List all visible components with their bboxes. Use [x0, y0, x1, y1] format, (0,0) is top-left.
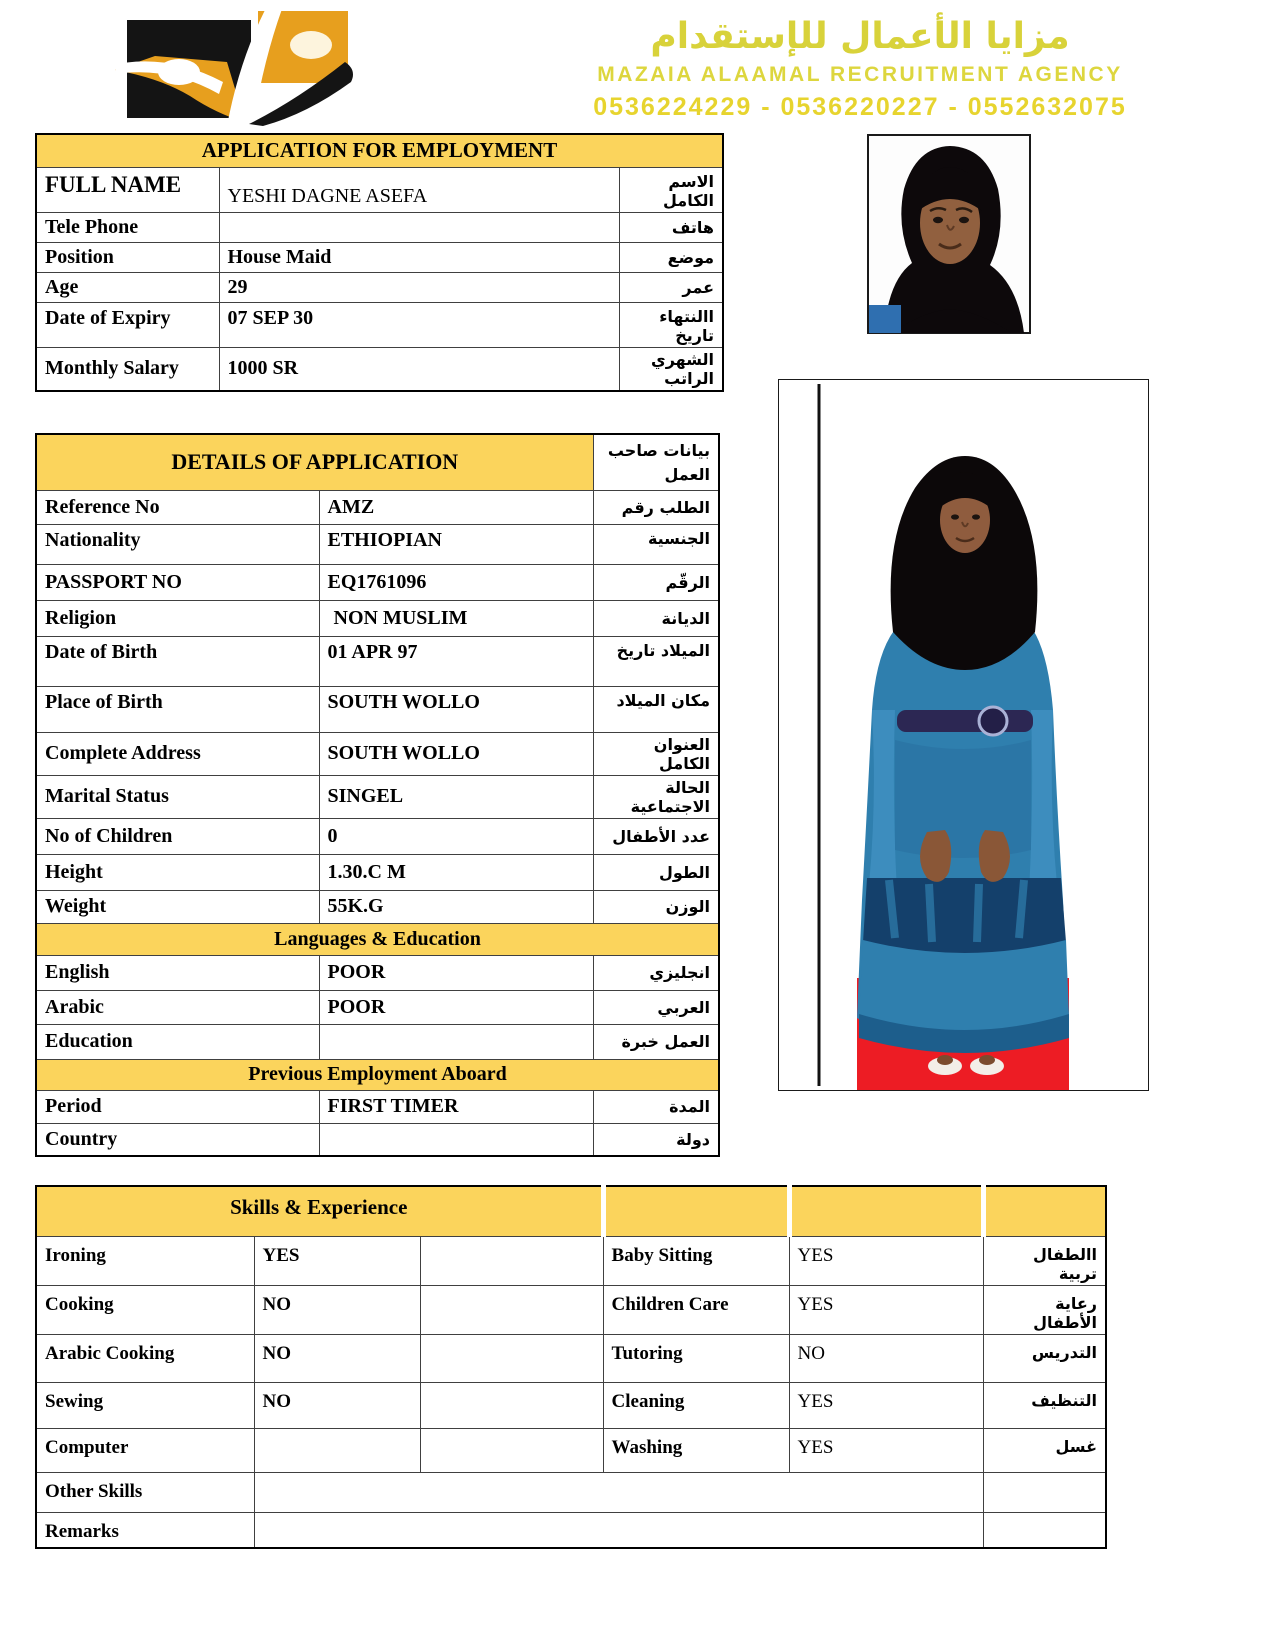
skill-label-arabic: غسل — [983, 1428, 1106, 1472]
applicant-headshot-photo — [826, 131, 1032, 337]
field-label-arabic: االنتهاء تاريخ — [619, 302, 723, 347]
field-label-arabic: هاتف — [619, 212, 723, 242]
agency-header — [500, 14, 1220, 124]
field-label-arabic: الجنسية — [593, 524, 719, 564]
field-label: Date of Expiry — [36, 302, 219, 347]
field-label: Country — [36, 1123, 319, 1156]
skill-value: YES — [789, 1236, 983, 1285]
skill-label: Tutoring — [603, 1334, 789, 1382]
field-value: 07 SEP 30 — [219, 302, 619, 347]
field-value: POOR — [319, 955, 593, 990]
field-label-arabic: الميلاد تاريخ — [593, 636, 719, 686]
skill-label: Computer — [36, 1428, 254, 1472]
field-value: 01 APR 97 — [319, 636, 593, 686]
field-label: English — [36, 955, 319, 990]
section-header-row — [36, 1059, 719, 1090]
agency-name-arabic: مزايا الأعمال للإستقدام — [650, 16, 1070, 57]
field-label: Weight — [36, 890, 319, 923]
table-row — [36, 775, 719, 818]
skill-value: NO — [254, 1285, 420, 1334]
skill-value — [254, 1428, 420, 1472]
field-label-arabic: انجليزي — [593, 955, 719, 990]
field-value: SOUTH WOLLO — [319, 686, 593, 732]
field-label-arabic: المدة — [593, 1090, 719, 1123]
agency-logo-icon — [115, 4, 360, 126]
table-row — [36, 955, 719, 990]
table-row — [36, 302, 723, 347]
skills-table — [35, 1185, 1107, 1549]
languages-section-title: Languages & Education — [36, 923, 719, 955]
table-row — [36, 1123, 719, 1156]
table-row — [36, 1024, 719, 1059]
skill-label: Sewing — [36, 1382, 254, 1428]
skill-label: Cooking — [36, 1285, 254, 1334]
empty-cell — [420, 1285, 603, 1334]
field-label: FULL NAME — [36, 167, 219, 212]
field-value: EQ1761096 — [319, 564, 593, 600]
table-row — [36, 1472, 1106, 1512]
applicant-fullbody-photo — [778, 379, 1149, 1091]
field-label: PASSPORT NO — [36, 564, 319, 600]
agency-name-english: MAZAIA ALAAMAL RECRUITMENT AGENCY — [597, 63, 1123, 86]
field-label: Monthly Salary — [36, 347, 219, 391]
field-value — [319, 1024, 593, 1059]
field-value: POOR — [319, 990, 593, 1024]
skill-value: YES — [254, 1236, 420, 1285]
table-row — [36, 167, 723, 212]
field-value: ETHIOPIAN — [319, 524, 593, 564]
table-row — [36, 600, 719, 636]
field-label: Education — [36, 1024, 319, 1059]
field-value: FIRST TIMER — [319, 1090, 593, 1123]
skill-label-arabic: التدريس — [983, 1334, 1106, 1382]
field-label-arabic: الطلب رقم — [593, 490, 719, 524]
field-value: AMZ — [319, 490, 593, 524]
skill-label: Baby Sitting — [603, 1236, 789, 1285]
table-row — [36, 732, 719, 775]
table-row — [36, 1512, 1106, 1548]
field-label-arabic: الحالة الاجتماعية — [593, 775, 719, 818]
empty-cell — [420, 1382, 603, 1428]
field-label-arabic: الاسم الكامل — [619, 167, 723, 212]
details-table-title: DETAILS OF APPLICATION — [36, 434, 593, 490]
details-table — [35, 433, 720, 1157]
empty-cell — [420, 1334, 603, 1382]
field-label: Complete Address — [36, 732, 319, 775]
field-label-arabic: دولة — [593, 1123, 719, 1156]
remarks-value — [254, 1512, 983, 1548]
field-label: No of Children — [36, 818, 319, 854]
table-header-row — [36, 134, 723, 167]
empty-cell — [983, 1472, 1106, 1512]
table-row — [36, 242, 723, 272]
field-label-arabic: عمر — [619, 272, 723, 302]
header-cell-empty — [983, 1186, 1106, 1236]
previous-employment-title: Previous Employment Aboard — [36, 1059, 719, 1090]
employment-table — [35, 133, 724, 392]
field-label-arabic: عدد الأطفال — [593, 818, 719, 854]
table-row — [36, 1285, 1106, 1334]
field-value: 55K.G — [319, 890, 593, 923]
table-row — [36, 524, 719, 564]
field-value: 1.30.C M — [319, 854, 593, 890]
field-label-arabic: العمل خبرة — [593, 1024, 719, 1059]
field-label: Age — [36, 272, 219, 302]
table-row — [36, 686, 719, 732]
header-cell-empty — [789, 1186, 983, 1236]
skill-label: Ironing — [36, 1236, 254, 1285]
field-label-arabic: العربي — [593, 990, 719, 1024]
skill-label: Arabic Cooking — [36, 1334, 254, 1382]
section-header-row — [36, 923, 719, 955]
table-row — [36, 1382, 1106, 1428]
details-table-title-arabic: بيانات صاحب العمل — [593, 434, 719, 490]
empty-cell — [420, 1236, 603, 1285]
skill-label: Children Care — [603, 1285, 789, 1334]
other-skills-label: Other Skills — [36, 1472, 254, 1512]
table-row — [36, 1428, 1106, 1472]
empty-cell — [983, 1512, 1106, 1548]
table-row — [36, 854, 719, 890]
field-label-arabic: الديانة — [593, 600, 719, 636]
skill-value: NO — [789, 1334, 983, 1382]
skill-label-arabic: التنظيف — [983, 1382, 1106, 1428]
field-value: NON MUSLIM — [319, 600, 593, 636]
field-value: 29 — [219, 272, 619, 302]
skill-label: Cleaning — [603, 1382, 789, 1428]
field-label: Arabic — [36, 990, 319, 1024]
field-label: Height — [36, 854, 319, 890]
field-label: Tele Phone — [36, 212, 219, 242]
table-row — [36, 890, 719, 923]
field-label-arabic: مكان الميلاد — [593, 686, 719, 732]
field-label: Nationality — [36, 524, 319, 564]
field-label-arabic: الرقّم — [593, 564, 719, 600]
table-row — [36, 1236, 1106, 1285]
skill-value: YES — [789, 1285, 983, 1334]
skills-table-title: Skills & Experience — [36, 1186, 603, 1236]
field-value: SINGEL — [319, 775, 593, 818]
other-skills-value — [254, 1472, 983, 1512]
table-row — [36, 1334, 1106, 1382]
field-value: 0 — [319, 818, 593, 854]
table-row — [36, 272, 723, 302]
field-value — [319, 1123, 593, 1156]
table-row — [36, 564, 719, 600]
skill-value: YES — [789, 1428, 983, 1472]
table-row — [36, 990, 719, 1024]
field-label: Period — [36, 1090, 319, 1123]
field-label-arabic: الوزن — [593, 890, 719, 923]
field-label: Religion — [36, 600, 319, 636]
field-label-arabic: الشهري الراتب — [619, 347, 723, 391]
remarks-label: Remarks — [36, 1512, 254, 1548]
field-label: Position — [36, 242, 219, 272]
table-row — [36, 347, 723, 391]
agency-phone-numbers: 0536224229 - 0536220227 - 0552632075 — [593, 93, 1127, 121]
field-value: House Maid — [219, 242, 619, 272]
field-label-arabic: موضع — [619, 242, 723, 272]
table-header-row — [36, 434, 719, 490]
field-label: Date of Birth — [36, 636, 319, 686]
table-row — [36, 636, 719, 686]
table-row — [36, 1090, 719, 1123]
skill-label-arabic: رعاية الأطفال — [983, 1285, 1106, 1334]
skill-value: NO — [254, 1382, 420, 1428]
field-value: YESHI DAGNE ASEFA — [219, 167, 619, 212]
employment-table-title: APPLICATION FOR EMPLOYMENT — [36, 134, 723, 167]
skill-label-arabic: االطفال تربية — [983, 1236, 1106, 1285]
header-cell-empty — [603, 1186, 789, 1236]
field-label: Reference No — [36, 490, 319, 524]
field-label: Marital Status — [36, 775, 319, 818]
table-row — [36, 212, 723, 242]
empty-cell — [420, 1428, 603, 1472]
field-value: SOUTH WOLLO — [319, 732, 593, 775]
field-label: Place of Birth — [36, 686, 319, 732]
field-label-arabic: العنوان الكامل — [593, 732, 719, 775]
skill-value: NO — [254, 1334, 420, 1382]
table-row — [36, 490, 719, 524]
skill-label: Washing — [603, 1428, 789, 1472]
field-label-arabic: الطول — [593, 854, 719, 890]
field-value — [219, 212, 619, 242]
skill-value: YES — [789, 1382, 983, 1428]
table-row — [36, 818, 719, 854]
table-header-row — [36, 1186, 1106, 1236]
field-value: 1000 SR — [219, 347, 619, 391]
